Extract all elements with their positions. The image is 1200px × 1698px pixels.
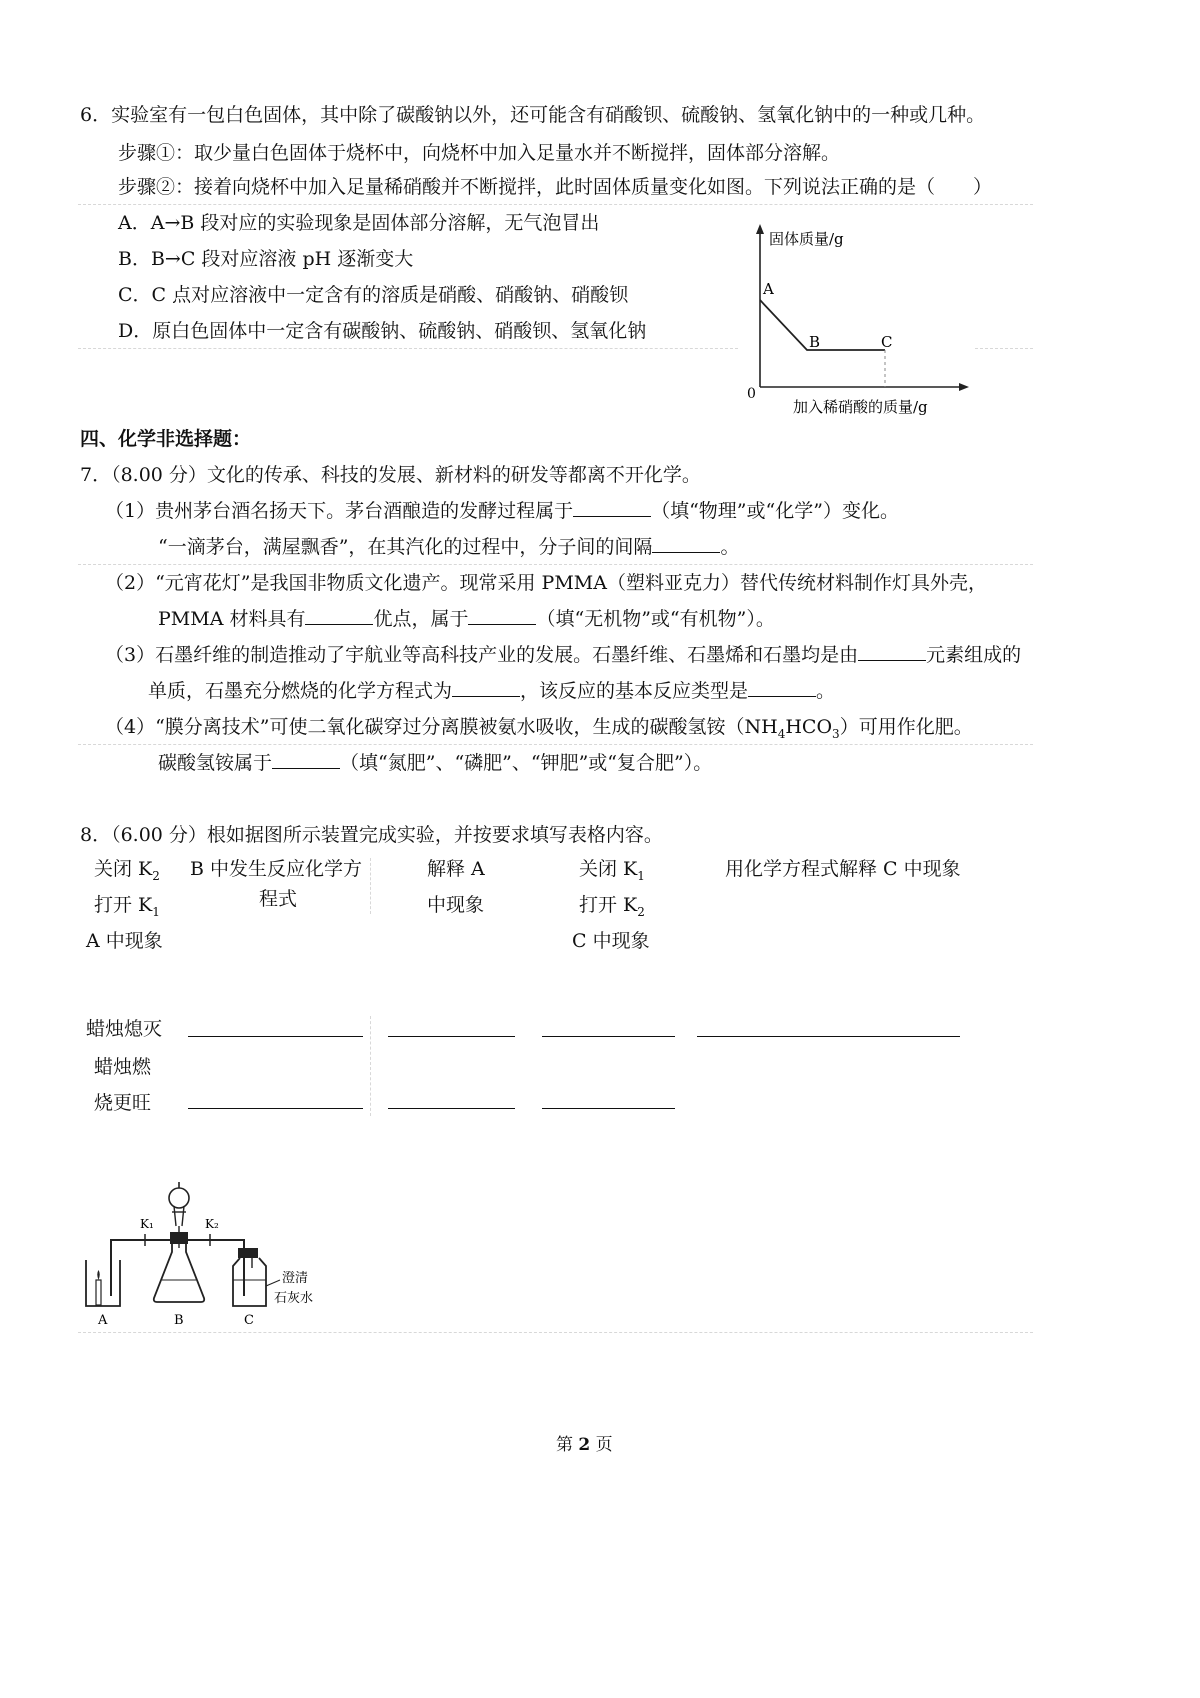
funnel-neck <box>174 1206 184 1226</box>
page-footer <box>556 1432 613 1458</box>
text-segment: ）可用作化肥。 <box>839 716 973 738</box>
q6-option-a: A．A→B 段对应的实验现象是固体部分溶解，无气泡冒出 <box>118 212 600 234</box>
q7-part2-line1: （2）“元宵花灯”是我国非物质文化遗产。现常采用 PMMA（塑料亚克力）替代传统材料制作灯具外壳， <box>105 572 987 594</box>
answer-blank[interactable] <box>188 1108 363 1109</box>
point-a-label: A <box>763 280 774 298</box>
x-axis-arrow <box>959 383 969 391</box>
answer-blank[interactable] <box>542 1108 675 1109</box>
tube-to-c <box>179 1240 244 1296</box>
stopper-c <box>238 1248 258 1258</box>
header-col1-line1 <box>94 856 160 889</box>
q6-option-b: B．B→C 段对应溶液 pH 逐渐变大 <box>118 248 414 270</box>
header-col4-line3: C 中现象 <box>572 930 650 952</box>
header-col4-line1 <box>579 856 645 889</box>
row2-label-line1: 蜡烛燃 <box>94 1056 152 1078</box>
q6-step1: 步骤①：取少量白色固体于烧杯中，向烧杯中加入足量水并不断搅拌，固体部分溶解。 <box>118 142 841 164</box>
table-divider <box>370 1016 371 1116</box>
y-axis-arrow <box>756 224 764 234</box>
subscript: 2 <box>637 904 645 919</box>
tube-to-a <box>111 1240 180 1296</box>
text-segment: （3）石墨纤维的制造推动了宇航业等高科技产业的发展。石墨纤维、石墨烯和石墨均是由 <box>105 644 859 666</box>
q6-option-d: D．原白色固体中一定含有碳酸钠、硫酸钠、硝酸钡、氢氧化钠 <box>118 320 647 342</box>
header-col2-line1: B 中发生反应化学方 <box>190 858 363 880</box>
q6-stem: 6．实验室有一包白色固体，其中除了碳酸钠以外，还可能含有硝酸钡、硫酸钠、氢氧化钠中的一种或几种。 <box>80 104 986 126</box>
candle-a <box>96 1280 101 1305</box>
answer-blank[interactable] <box>388 1036 515 1037</box>
text-segment: 。 <box>816 680 836 702</box>
text-segment: 单质，石墨充分燃烧的化学方程式为 <box>148 680 453 702</box>
text-segment: PMMA 材料具有 <box>158 608 306 630</box>
row2-label-line2: 烧更旺 <box>94 1092 152 1114</box>
k1-label: K₁ <box>140 1217 154 1231</box>
divider <box>78 204 1033 205</box>
label-b: B <box>174 1313 184 1328</box>
divider <box>78 744 1033 745</box>
text-segment: HCO <box>785 716 833 738</box>
stopper-b <box>170 1232 188 1244</box>
table-divider <box>370 858 371 914</box>
answer-blank[interactable] <box>468 606 536 625</box>
text-segment: 关闭 K <box>94 858 153 880</box>
reagent-pointer <box>266 1280 280 1286</box>
q6-step2: 步骤②：接着向烧杯中加入足量稀硝酸并不断搅拌，此时固体质量变化如图。下列说法正确的是（ ） <box>118 176 993 198</box>
funnel-bulb <box>169 1188 189 1208</box>
point-c-label: C <box>881 333 893 351</box>
header-col3-line1: 解释 A <box>427 858 485 880</box>
answer-blank[interactable] <box>697 1036 960 1037</box>
answer-blank[interactable] <box>188 1036 363 1037</box>
text-segment: 元素组成的 <box>926 644 1022 666</box>
divider <box>78 564 1033 565</box>
answer-blank[interactable] <box>305 606 373 625</box>
q7-part2-line2 <box>158 606 775 632</box>
q6-option-c: C．C 点对应溶液中一定含有的溶质是硝酸、硝酸钠、硝酸钡 <box>118 284 629 306</box>
subscript: 1 <box>637 868 645 883</box>
text-segment: 第 <box>556 1435 579 1455</box>
section-heading: 四、化学非选择题： <box>80 428 252 450</box>
header-col4-line2 <box>579 892 645 925</box>
q7-part4-line1 <box>105 714 973 747</box>
answer-blank[interactable] <box>858 642 926 661</box>
text-segment: 页 <box>590 1435 613 1455</box>
k2-label: K₂ <box>205 1217 219 1231</box>
subscript: 2 <box>152 868 160 883</box>
text-segment: 碳酸氢铵属于 <box>158 752 273 774</box>
point-b-label: B <box>809 333 821 351</box>
header-col1-line3: A 中现象 <box>86 930 163 952</box>
answer-blank[interactable] <box>388 1108 515 1109</box>
answer-blank[interactable] <box>272 750 340 769</box>
divider <box>975 348 1033 349</box>
label-a: A <box>98 1313 108 1328</box>
q7-part3-line1 <box>105 642 1021 668</box>
text-segment: 。 <box>720 536 740 558</box>
row1-label: 蜡烛熄灭 <box>86 1018 163 1040</box>
origin-label: 0 <box>747 386 756 402</box>
q6-mass-graph <box>735 222 975 418</box>
q8-apparatus-diagram <box>78 1168 338 1328</box>
header-col1-line2 <box>94 892 160 925</box>
q7-part3-line2 <box>148 678 835 704</box>
q8-stem: 8．（6.00 分）根如据图所示装置完成实验，并按要求填写表格内容。 <box>80 824 663 846</box>
q7-stem: 7．（8.00 分）文化的传承、科技的发展、新材料的研发等都离不开化学。 <box>80 464 701 486</box>
beaker-a <box>86 1260 120 1306</box>
subscript: 4 <box>777 726 786 741</box>
header-col2-line2: 程式 <box>259 888 298 910</box>
answer-blank[interactable] <box>452 678 520 697</box>
text-segment: 打开 K <box>579 894 638 916</box>
reagent-label-line1: 澄清 <box>282 1271 309 1286</box>
header-col3-line2: 中现象 <box>427 894 485 916</box>
label-c: C <box>244 1313 254 1328</box>
text-segment: 优点，属于 <box>373 608 469 630</box>
text-segment: ，该反应的基本反应类型是 <box>520 680 749 702</box>
divider <box>78 348 738 349</box>
answer-blank[interactable] <box>573 498 651 517</box>
divider <box>78 1332 1033 1333</box>
text-segment: “一滴茅台，满屋飘香”，在其汽化的过程中，分子间的间隔 <box>158 536 653 558</box>
text-segment: （4）“膜分离技术”可使二氧化碳穿过分离膜被氨水吸收，生成的碳酸氢铵（NH <box>105 716 778 738</box>
q7-part1-line1 <box>105 498 899 524</box>
reagent-label-line2: 石灰水 <box>274 1291 314 1306</box>
text-segment: 关闭 K <box>579 858 638 880</box>
subscript: 1 <box>152 904 160 919</box>
answer-blank[interactable] <box>652 534 720 553</box>
q7-part4-line2 <box>158 750 712 776</box>
answer-blank[interactable] <box>748 678 816 697</box>
page-number: 2 <box>578 1435 591 1455</box>
text-segment: （1）贵州茅台酒名扬天下。茅台酒酿造的发酵过程属于 <box>105 500 574 522</box>
y-axis-label: 固体质量/g <box>769 230 844 248</box>
text-segment: （填“物理”或“化学”）变化。 <box>651 500 899 522</box>
flask-b <box>154 1244 204 1302</box>
text-segment: 打开 K <box>94 894 153 916</box>
q7-part1-line2 <box>158 534 739 560</box>
x-axis-label: 加入稀硝酸的质量/g <box>793 398 928 416</box>
subscript: 3 <box>832 726 840 741</box>
header-col5-line1: 用化学方程式解释 C 中现象 <box>725 858 961 880</box>
bottle-c <box>233 1258 266 1306</box>
text-segment: （填“无机物”或“有机物”）。 <box>536 608 775 630</box>
flame-a <box>97 1270 100 1280</box>
mass-curve <box>760 300 885 350</box>
answer-blank[interactable] <box>542 1036 675 1037</box>
text-segment: （填“氮肥”、“磷肥”、“钾肥”或“复合肥”）。 <box>340 752 713 774</box>
